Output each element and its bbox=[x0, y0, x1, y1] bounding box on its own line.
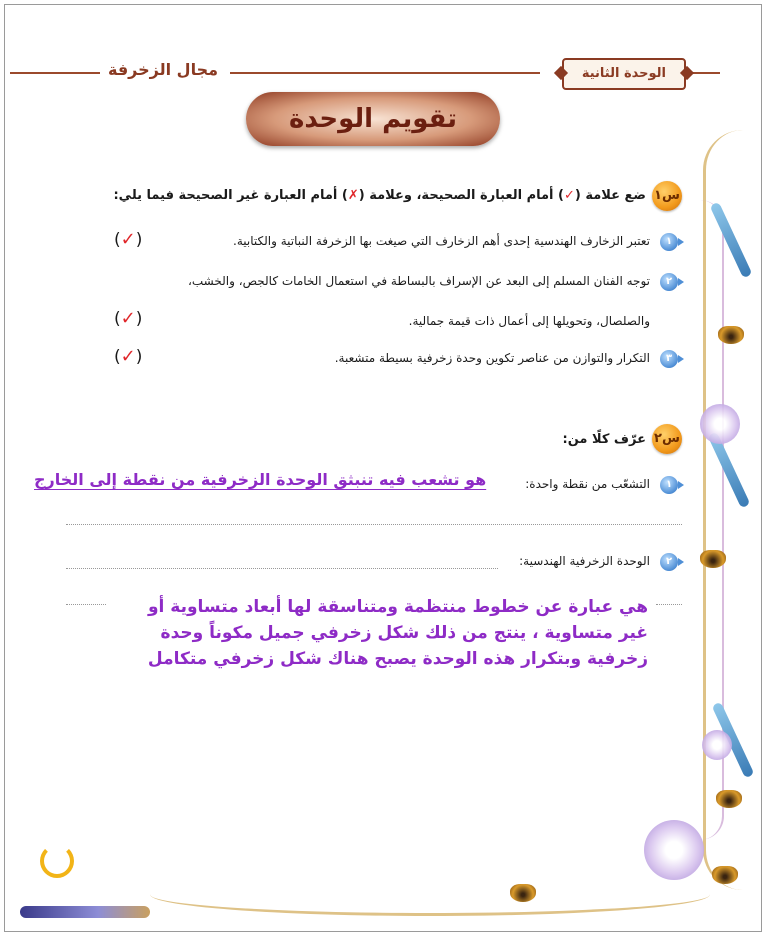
decorative-swirl bbox=[150, 873, 710, 916]
answer-check bbox=[114, 346, 142, 367]
unit-tag: الوحدة الثانية bbox=[562, 58, 686, 90]
paintbrush-icon bbox=[20, 906, 150, 918]
check-icon: ✓ bbox=[120, 229, 136, 250]
question-1-prompt bbox=[113, 188, 646, 203]
item-number-badge: ٢ bbox=[660, 273, 678, 291]
butterfly-icon bbox=[718, 326, 744, 344]
flower-icon bbox=[702, 730, 732, 760]
flower-icon bbox=[700, 404, 740, 444]
paren-close: ) bbox=[114, 347, 121, 367]
title-banner bbox=[246, 92, 500, 146]
paren-open: ( bbox=[135, 309, 143, 329]
definition-answer: هي عبارة عن خطوط منتظمة ومتناسقة لها أبعاد متساوية أو غير متساوية ، ينتج من ذلك شكل زخرفي جميل مكوناً وحدة زخرفية وبتكرار هذه الوحدة يصبح هناك شكل زخرفي متكامل bbox=[147, 597, 648, 669]
header-rule-middle bbox=[230, 72, 540, 74]
prompt-part-a: ضع علامة ( bbox=[574, 188, 646, 203]
statement-text-continued: والصلصال، وتحويلها إلى أعمال ذات قيمة جمالية. bbox=[408, 314, 650, 328]
question-2-badge: س٢ bbox=[652, 424, 682, 454]
butterfly-icon bbox=[712, 866, 738, 884]
prompt-part-c: ) أمام العبارة غير الصحيحة فيما يلي: bbox=[113, 188, 348, 203]
question-1-badge: س١ bbox=[652, 181, 682, 211]
check-icon: ✓ bbox=[120, 346, 136, 367]
paren-close: ) bbox=[114, 230, 121, 250]
definition-answer: هو تشعب فيه تنبثق الوحدة الزخرفية من نقطة إلى الخارج bbox=[34, 470, 487, 489]
page-title: تقويم الوحدة bbox=[288, 104, 458, 134]
statement-text: توجه الفنان المسلم إلى البعد عن الإسراف بالبساطة في استعمال الخامات كالجص، والخشب، bbox=[188, 274, 650, 288]
butterfly-icon bbox=[700, 550, 726, 568]
butterfly-icon bbox=[716, 790, 742, 808]
paren-open: ( bbox=[135, 230, 143, 250]
item-number-badge: ١ bbox=[660, 233, 678, 251]
paren-open: ( bbox=[135, 347, 143, 367]
answer-check bbox=[114, 229, 142, 250]
statement-text: التكرار والتوازن من عناصر تكوين وحدة زخرفية بسيطة متشعبة. bbox=[334, 351, 650, 365]
item-number-badge: ٣ bbox=[660, 350, 678, 368]
statement-text: تعتبر الزخارف الهندسية إحدى أهم الزخارف التي صيغت بها الزخرفة النباتية والكتابية. bbox=[233, 234, 650, 248]
answer-line bbox=[66, 524, 682, 525]
header-rule-right bbox=[690, 72, 720, 74]
cross-mark-icon: ✗ bbox=[347, 188, 359, 203]
prompt-part-b: ) أمام العبارة الصحيحة، وعلامة ( bbox=[358, 188, 564, 203]
answer-line bbox=[656, 604, 682, 605]
definition-label: التشعّب من نقطة واحدة: bbox=[525, 477, 650, 491]
answer-line bbox=[66, 568, 498, 569]
header-rule-left bbox=[10, 72, 100, 74]
publisher-logo-icon bbox=[40, 844, 74, 878]
paren-close: ) bbox=[114, 309, 121, 329]
check-icon: ✓ bbox=[120, 308, 136, 329]
item-number-badge: ٢ bbox=[660, 553, 678, 571]
answer-line bbox=[66, 604, 106, 605]
definition-label: الوحدة الزخرفية الهندسية: bbox=[519, 554, 650, 568]
field-title: مجال الزخرفة bbox=[100, 60, 226, 79]
check-mark-icon: ✓ bbox=[563, 188, 575, 203]
question-2-prompt: عرّف كلًا من: bbox=[562, 432, 646, 447]
answer-check bbox=[114, 308, 142, 329]
item-number-badge: ١ bbox=[660, 476, 678, 494]
flower-icon bbox=[644, 820, 704, 880]
